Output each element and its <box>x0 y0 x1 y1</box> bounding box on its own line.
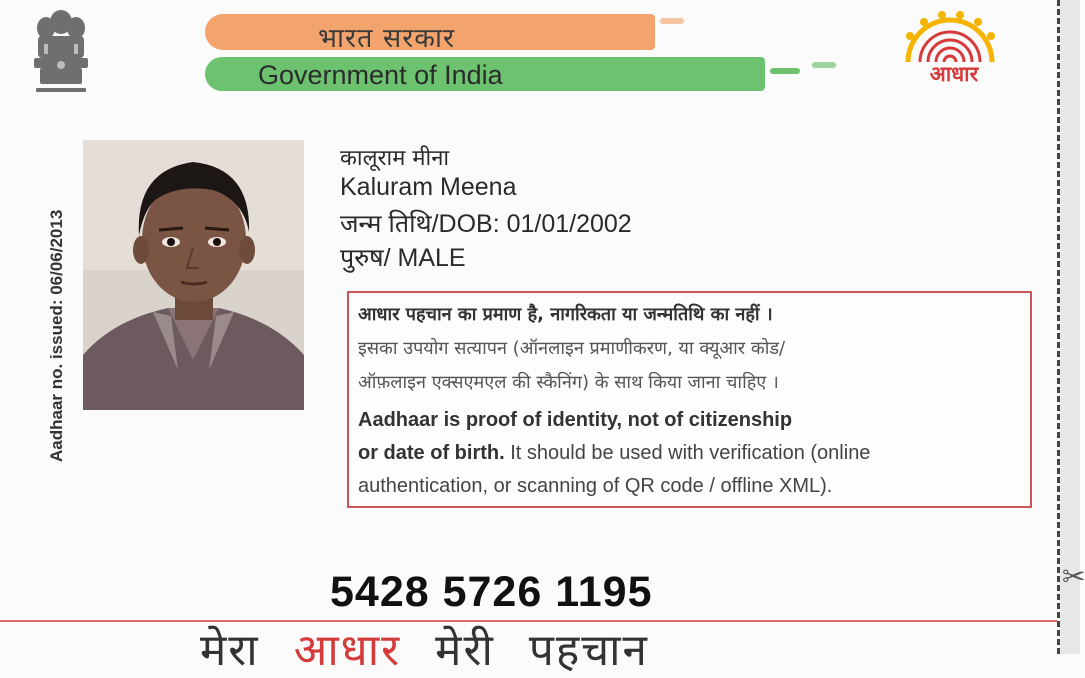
aadhaar-number: 5428 5726 1195 <box>330 568 653 616</box>
disclaimer-box <box>347 291 1032 508</box>
saffron-dash <box>660 18 684 24</box>
issued-date: Aadhaar no. issued: 06/06/2013 <box>47 209 66 462</box>
national-emblem-icon <box>24 4 98 100</box>
holder-name-english: Kaluram Meena <box>340 173 517 201</box>
tagline-word-4: पहचान <box>528 625 649 676</box>
saffron-dash <box>606 24 646 30</box>
green-dash <box>770 68 800 74</box>
tagline <box>200 618 683 678</box>
aadhaar-logo-text: आधार <box>929 62 979 86</box>
tagline-word-1: मेरा <box>200 625 260 676</box>
disclaimer-english-line-2-rest: It should be used with verification (online <box>504 442 871 464</box>
disclaimer-english-line-2-bold: or date of birth. <box>358 442 505 464</box>
green-dash <box>812 62 836 68</box>
disclaimer-hindi-line-3: ऑफ़लाइन एक्सएमएल की स्कैनिंग) के साथ किया जाना चाहिए । <box>358 372 779 393</box>
govt-english-title: Government of India <box>258 60 503 90</box>
tagline-word-2: आधार <box>293 625 402 676</box>
govt-hindi-title: भारत सरकार <box>318 23 456 54</box>
disclaimer-hindi-line-1: आधार पहचान का प्रमाण है, नागरिकता या जन्मतिथि का नहीं । <box>358 304 773 325</box>
holder-photo <box>83 140 304 410</box>
scissors-icon: ✂ <box>1062 560 1085 593</box>
disclaimer-english-line-3: authentication, or scanning of QR code / offline XML). <box>358 475 833 497</box>
holder-name-hindi: कालूराम मीना <box>340 146 450 171</box>
page-margin <box>1060 0 1080 654</box>
cut-line <box>1057 0 1060 654</box>
holder-dob: जन्म तिथि/DOB: 01/01/2002 <box>340 210 632 238</box>
disclaimer-english-line-1: Aadhaar is proof of identity, not of citizenship <box>358 409 793 431</box>
disclaimer-hindi-line-2: इसका उपयोग सत्यापन (ऑनलाइन प्रमाणीकरण, या क्यूआर कोड/ <box>358 338 786 359</box>
tagline-word-3: मेरी <box>435 625 495 676</box>
holder-gender: पुरुष/ MALE <box>340 244 466 272</box>
disclaimer-english-line-2 <box>358 442 870 465</box>
